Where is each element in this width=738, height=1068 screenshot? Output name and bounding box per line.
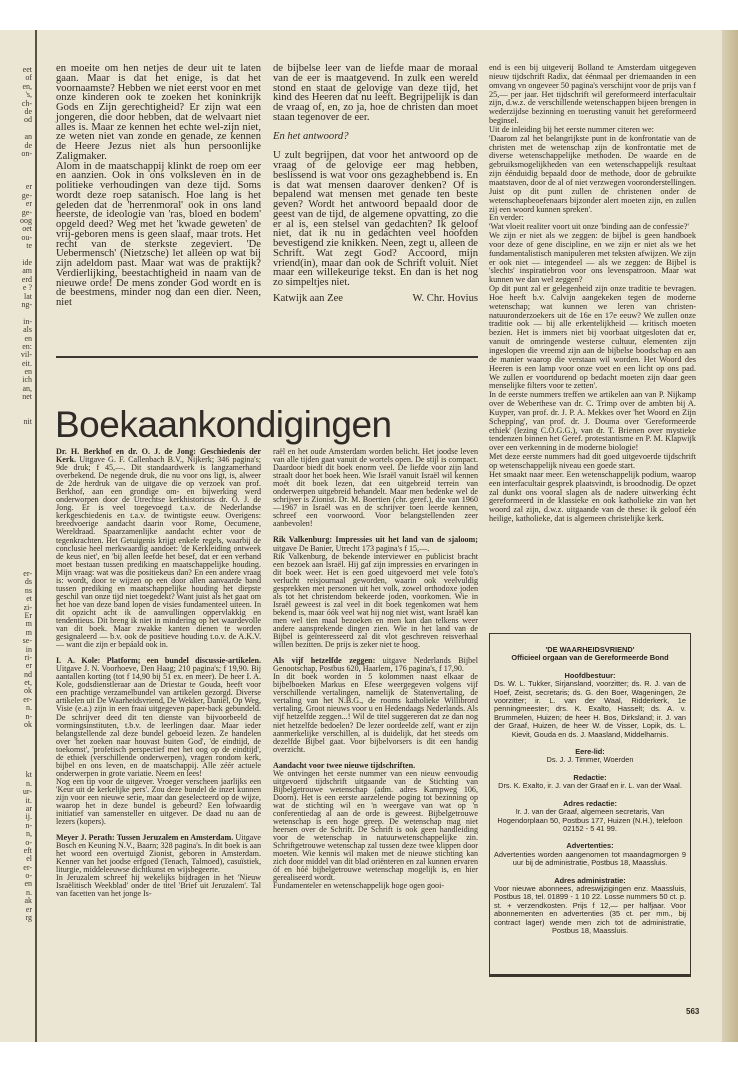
review-text: Uitgave Bosch en Keuning N.V., Baarn; 328 pagina's. In dit boek is aan het woord een overtuigd Zionist, geboren in Amsterdam. Kenner van het joodse erfgoed (Tenach, Talmoed), casuïstiek, liturgie, middeleeuwse dichtkunst en wijsbegeerte. — [56, 833, 261, 875]
review-title: Als vijf hetzelfde zeggen: — [273, 656, 376, 666]
article-subheading: En het antwoord? — [273, 130, 349, 142]
fragment-line — [0, 746, 32, 754]
fragment-line: de — [24, 106, 32, 116]
previous-page-fragments-bottom — [0, 570, 32, 922]
fragment-line: ok — [24, 720, 32, 730]
fragment-line: n- — [25, 820, 32, 830]
fragment-line: er — [25, 661, 32, 671]
fragment-line: et — [26, 594, 32, 604]
page-edge — [722, 30, 738, 1042]
fragment-line: er- — [23, 862, 32, 872]
board-heading: Hoofdbestuur: — [564, 670, 616, 680]
fragment-line: eet — [22, 66, 32, 74]
fragment-line: n- — [25, 711, 32, 721]
fragment-line: o- — [25, 837, 32, 847]
radix-paragraph: In de eerste nummers treffen we artikelen aan van P. Nijkamp over de Weberthese van dr. C. Trimp over de ambten bij A. Kuyper, van prof. dr. J. P. A. Mekkes over 'het Woord en Zijn Schepping', van prof. dr. J. Douma over 'Gereformeerde ethiek' (lezing C.O.G.G.), van dr. T. Brienen over mystieke tendenzen binnen het Geref. protestantisme en P. M. Klapwijk over een verkenning in de moderne biologie! — [489, 390, 696, 453]
fragment-line: er — [25, 199, 32, 209]
fragment-line: am — [22, 266, 32, 276]
reviews-column-2 — [273, 448, 478, 890]
article-column-2 — [273, 64, 478, 304]
article-paragraph: Alom in de maatschappij klinkt de roep om eer en aanzien. Ook in ons volksleven en in de politieke verhoudingen van deze tijd. Soms wordt deze roep satanisch. Hoe lang is het geleden dat de 'herrenmoral' ook in ons land heerste, de ideologie van 'ras, bloed en bodem' opgeld deed? Weg met het 'kwade geweten' de vrij-geboren mens is geen slaaf, maar trots. Het recht van de sterkste zegeviert. 'De Uebermensch' (Nietzsche) let alleen op wat bij zijn adeldom past. Maar wat was de praktijk? Verdierlijking, beestachtigheid in naam van de nieuwe orde! De mens zonder God wordt en is de beestmens, minder nog dan een dier. Neen, niet — [56, 160, 261, 308]
fragment-line: ak — [24, 896, 32, 906]
fragment-line: ok — [24, 686, 32, 696]
fragment-line: n. — [26, 887, 32, 897]
fragment-line: ij. — [25, 812, 32, 822]
review-text: raël en het oude Amsterdam worden belicht. Het joodse leven van alle tijden gaat vanuit de wortels open. De stijl is compact. Daardoor biedt dit boek enorm veel. De liefde voor zijn land straalt door het boek heen. Wie Israël vanuit Israël wil kennen moét dit boek lezen, dat een uitgebreid terrein van onderwerpen uitgebreid behandelt. Maar men bedenke wel de schrijver is Zionist. Dr. M. Boertien (chr. geref.), die van 1960—1967 in Israël was en de schrijver toen leerde kennen, schreef een voorwoord. Voor belangstellenden zeer aanbevolen! — [273, 447, 478, 529]
fragment-line: se- — [22, 636, 32, 646]
fragment-line: ng- — [21, 299, 32, 309]
fragment-line: m — [25, 627, 32, 637]
fragment-line: ar — [25, 803, 32, 813]
fragment-line: e ? — [22, 283, 32, 293]
fragment-line: lat — [24, 291, 32, 301]
fragment-line: nd — [24, 669, 32, 679]
fragment-line: et, — [24, 678, 32, 688]
radix-paragraph: Met deze eerste nummers had dit goed uitgevoerde tijdschrift op wetenschappelijk niveau een goede start. — [489, 452, 696, 470]
reviews-column-1 — [56, 448, 261, 899]
fragment-line: als — [23, 325, 32, 335]
page-number: 563 — [686, 1007, 700, 1016]
previous-page-fragments-top — [0, 66, 32, 427]
review-text: Nog een tip voor de uitgever. Vroeger verscheen jaarlijks een 'Keur uit de kerkelijke pers'. Zou deze bundel de inzet kunnen zijn voor een nieuwe serie, maar dan geselecteerd op de wijze, waarop het in deze bundel is gebeurd? Een lofwaardig initiatief van samensteller en uitgever. De daad nu aan de lezers (kopers). — [56, 776, 261, 827]
fragment-line: en: — [22, 341, 32, 351]
fragment-line: eft — [23, 845, 32, 855]
fragment-line: en — [24, 879, 32, 889]
review-paragraph — [56, 448, 261, 649]
editorial-address: Ir. J. van der Graaf, algemeen secretaris, Van Hogendorplaan 50, Postbus 177, Huizen (N.H.), telefoon 02152 - 5 41 99. — [497, 807, 683, 833]
honorary-member: Ds. J. J. Timmer, Woerden — [546, 755, 634, 765]
review-text: Uitgave J. N. Voorhoeve, Den Haag; 210 pagina's; f 19,90. Bij aantallen korting (tot f 14,90 bij 51 ex. en meer). De heer I. A. Kole, godsdienstleraar aan de Driestar te Gouda, heeft voor een prachtige verzamelbundel van artikelen gezorgd. Diverse artikelen uit De Waarheidsvriend, De Wekker, Daniël, Op Weg, Visie (e.a.) zijn in een fraai uitgegeven paper-back gebundeld. De schrijver deed dit ten dienste van bijvoorbeeld de vormingsinstituten, t.b.v. de leerlingen daar. Maar ieder belangstellende zal deze bundel geboeid lezen. Ze handelen over 'het zoeken naar houvast buiten God', 'de eindtijd, de toekomst', 'profetisch perspectief met het oog op de eindtijd', de ethiek (verschillende onderwerpen), vragen rondom kerk, bijbel en ons leven, en de maatschappij. Alle zéér actuele onderwerpen in grote variatie. Neem en lees! — [56, 664, 261, 778]
radix-paragraph: En verder: — [489, 213, 524, 223]
fragment-line: te — [26, 241, 32, 251]
review-title: I. A. Kole: Platform; een bundel discussie-artikelen. — [56, 656, 261, 666]
radix-paragraph: Op dit punt zal er gelegenheid zijn onze traditie te bevragen. Hoe heeft b.v. Calvijn aangekeken tegen de moderne wetenschap; wat kunnen we leren van christen-natuuronderzoekers uit de 16e en 17e eeuw? We zullen onze traditie ook — bij alle erkentelijkheid — kritisch moeten bezien. Het is immers niet bij voorbaat uitgesloten dat er, vanuit de omringende westerse cultuur, elementen zijn ingeslopen die vreemd zijn aan de bijbelse boodschap en aan de manier waarop die verstaan wil worden. Het Woord des Heeren is een lamp voor onze voet en een licht op ons pad. We zullen er voortdurend op bedacht moeten zijn daar geen menselijke filters voor te zetten'. — [489, 284, 696, 391]
fragment-line: er — [25, 904, 32, 914]
review-title: Meyer J. Perath: Tussen Jeruzalem en Amsterdam. — [56, 833, 234, 843]
fragment-line: of — [25, 73, 32, 83]
board-members: Ds. W. L. Tukker, Sirjansland, voorzitter; ds. R. J. van de Hoef, Zeist, secretaris; ds. G. den Boer, Wageningen, 2e voorzitter; ir. L. van der Waal, Ridderkerk, 1e penningmeester; drs. K. Exalto, Hasselt; ds. A. v. Brummelen, Huizen; de heer H. Bos, Dirksland; ir. J. van der Graaf, Huizen, de heer W. de Visser, Lopik, ds. L. Kievit, Gouda en ds. J. Maasland, Middelharnis. — [494, 679, 686, 739]
review-paragraph — [56, 834, 261, 874]
fragment-line: oet — [22, 224, 32, 234]
fragment-line: en — [24, 367, 32, 377]
fragment-line: en, — [22, 81, 32, 91]
fragment-line: od — [24, 115, 32, 125]
admin-info: Voor nieuwe abonnees, adreswijzigingen enz. Maassluis, Postbus 18, tel. 01899 - 1 10 22. Losse nummers 50 ct. p. st. + verzendkosten. Prijs f 12,— per halfjaar. Voor abonnementen en advertenties (35 ct. per mm., bij contract lager) wende men zich tot de administratie, Postbus 18, Maassluis. — [494, 883, 686, 935]
review-text: We ontvingen het eerste nummer van een nieuw eenvoudig uitgevoerd tijdschrift uitgaande van de Stichting van Bijbelgetrouwe wetenschap (adm. adres Kampweg 106, Doorn). Het is een eerste aarzelende poging tot bezinning op wat de stichting wil en 'n weergave van wat op 'n conferentiedag al aan de orde is geweest. Bijbelgetrouwe wetenschap is een hoge greep. De wetenschap mag niet heersen over de Schrift. De Schrift is ook geen handleiding voor de wetenschap in natuurwetenschappelijke zin. Schriftgetrouwe wetenschap zal tussen deze twee klippen door moeten. Wie kennis wil maken met de nieuwe stichting kan zich door middel van dit blad oriënteren en zal kunnen ervaren óf en hóé bijbelgetrouwe wetenschap mogelijk is, en hier gerealiseerd wordt. — [273, 768, 478, 883]
fragment-line: in — [25, 644, 32, 654]
fragment-line: nit — [23, 417, 32, 427]
fragment-line: rg — [25, 913, 32, 923]
fragment-line: n, — [26, 829, 32, 839]
fragment-line: an — [24, 132, 32, 142]
review-paragraph — [273, 673, 478, 753]
radix-review-column — [489, 64, 696, 524]
review-title: Rik Valkenburg: Impressies uit het land van de sjaloom; — [273, 535, 478, 545]
fragment-line: er- — [23, 570, 32, 578]
fragment-line — [0, 755, 32, 763]
colophon-box — [489, 633, 691, 977]
review-paragraph — [56, 657, 261, 778]
fragment-line: er — [25, 182, 32, 192]
fragment-line: ich — [22, 375, 32, 385]
fragment-line — [0, 158, 32, 166]
fragment-line: zi- — [23, 602, 32, 612]
editors-heading: Redactie: — [573, 772, 607, 782]
fragment-line: in- — [23, 316, 32, 326]
article-paragraph: en moeite om hen netjes de deur uit te laten gaan. Maar is dat het enige, is dat het voornaamste? Hebben we niet eerst voor en met onze kinderen ook te zoeken het koninkrijk Gods en Zijn gerechtigheid? Er zijn wat een jongeren, die door hebben, dat de welvaart niet alles is. Maar ze kennen het echte wel-zijn niet, ze weten niet van zonde en genade, ze kennen de Heere Jezus niet als hun persoonlijke Zaligmaker. — [56, 63, 261, 162]
article-column-1 — [56, 64, 261, 308]
editorial-address-heading: Adres redactie: — [563, 798, 617, 808]
fragment-line: el — [26, 854, 32, 864]
review-paragraph — [273, 657, 478, 673]
admin-heading: Adres administratie: — [554, 875, 626, 885]
fragment-line: n. — [26, 703, 32, 713]
article-paragraph: de bijbelse leer van de liefde maar de moraal van de eer is maatgevend. In zulk een wereld stond en staat de gelovige van deze tijd, het kind des Heeren dat nu leeft. Begrijpelijk is dan de vraag of, en, zo ja, hoe de christen dan moet staan tegenover de eer. — [273, 63, 478, 123]
fragment-line: vil- — [20, 350, 32, 360]
fragment-line: ch- — [21, 98, 32, 108]
review-text: uitgave De Banier, Utrecht 173 pagina's f 15,—. — [273, 543, 430, 553]
fragment-line: ds — [24, 577, 32, 587]
review-text: In dit boek worden in 5 kolommen naast elkaar de bijbelboeken Markus en Efese weergegeven volgens vijf verschillende vertalingen, namelijk de Statenvertaling, de vertaling van het N.B.G., de rooms katholieke Willibrord vertaling. Groot nieuws voor u en Hedendaags Nederlands. Als vijf hetzelfde zeggen...! Wil de titel suggereren dat ze dan nog niet hetzelfde bedoelen? De lezer oordeelde zelf, want er zijn aanmerkelijke verschillen, al is duidelijk, dat het steeds om dezelfde Bijbel gaat. Voor bijbelvorsers is dit een handig overzicht. — [273, 672, 478, 754]
review-paragraph — [273, 448, 478, 528]
review-paragraph — [273, 553, 478, 650]
fragment-line: oog — [20, 216, 32, 226]
review-text: Uitgave G. F. Callenbach B.V., Nijkerk; 346 pagina's; 9de druk; f 45,—. Dit standaardwerk is langzamerhand overbekend. De negende druk, die nu voor ons ligt, is, alweer de 2de herdruk van de uitgave die op verzoek van prof. Berkhof, aan een grondige om- en bijwerking werd onderworpen door de Utrechtse kerkhistoricus dr. O. J. de Jong. Er is veel toegevoegd t.a.v. de Nederlandse kerkgeschiedenis en t.a.v. de twintigste eeuw. Overigens: breedvoerige aandacht daarin voor Rome, Oecumene, Wereldraad. Spaarzamenlijke aandacht echter voor de tegenkrachten. Het Getuigenis krijgt enkele regels, waarbij de conclusie heel merkwaardig aandoet: 'de Kerkleiding ontweek de keus niet', en 'bij allen leefde het besef, dat er een verband moet bestaan tussen prediking en maatschappelijke houding. Mijn vraag: wat was die positiekeus dan? En een andere vraag is: wordt, door te wijzen op een door allen aanvaarde band tussen prediking en maatschappelijke houding het diepste geschil van onze tijd niet toegedekt? Want juist als het gaat om het hoe van deze band lopen de visies fundamenteel uiteen. In dit opzicht acht ik de aanvullingen oppervlakkig en tendentieus. Dit breng ik niet in mindering op het waardevolle van dit boek. Maar zwakke kanten dienen te worden gesignaleerd — b.v. ook de positieve houding t.o.v. de A.K.V. — want die zijn er bepáald ook in. — [56, 455, 261, 650]
section-title: Boekaankondigingen — [55, 404, 392, 445]
colophon-title: 'DE WAARHEIDSVRIEND' — [545, 645, 635, 654]
review-paragraph — [56, 778, 261, 826]
fragment-line: er- — [23, 694, 32, 704]
radix-paragraph: Uit de inleiding bij het eerste nummer citeren we: — [489, 124, 654, 134]
fragment-line: ou- — [21, 232, 32, 242]
fragment-line: an, — [22, 383, 32, 393]
review-paragraph — [273, 770, 478, 883]
fragment-line: m — [25, 619, 32, 629]
radix-paragraph: We zijn er niet als we zeggen: de bijbel is geen handboek voor deze of gene discipline, en we zijn er niet als we het fundamentalistisch manipuleren met teksten afwijzen. We zijn er ook niet — integendeel — als we zeggen: de Bijbel is 'slechts' inspiratiebron voor ons levenspatroon. Maar wat kunnen we dan wel zeggen? — [489, 231, 696, 285]
review-text: Rik Valkenburg, de bekende interviewer en publicist bracht een bezoek aan Israël. Hij gaf zijn impressies en ervaringen in dit boek weer. Het is een goed uitgevoerd met vele foto's verlucht reisjournaal geworden, waarin ook veelvuldig gesprekken met personen uit het volk, zowel orthodoxe joden als tot het christendom bekeerde joden, voorkomen. Wie in Israël geweest is zal veel in dit boek tegenkomen wat hem bekend is, maar óók veel wat hij nog niet wist, want Israël kan men wel tien maal bezoeken en men kan dan telkens weer andere aansprekende dingen zien. Wie in het land van de Bijbel is geïnteresseerd zal dit vlot geschreven reisverhaal willen bezitten. De prijs is zeker niet te hoog. — [273, 551, 478, 650]
fragment-line — [0, 402, 32, 410]
article-paragraph: U zult begrijpen, dat voor het antwoord op de vraag of de gelovige eer mag hebben, beslissend is wat voor ons gezaghebbend is. En is dat wat mensen daarover denken? Of is bepalend wat mensen met genade ten beste geven? Wordt het antwoord bepaald door de geest van de tijd, de algemene opvatting, zo die er al is, een stelsel van gedachten? Ik geloof niet, dat ik nu in gedachten veel hoofden bevestigend zie knikken. Neen, zegt u, alleen de Schrift. Wat zegt God? Accoord, mijn vriend(in), maar dan ook de Schrift voluit. Niet maar een willekeurige tekst. En dan is het nog zo simpeltjes niet. — [273, 150, 478, 288]
fragment-line: on- — [21, 148, 32, 158]
fragment-line: kt — [25, 770, 32, 780]
fragment-line: o- — [25, 871, 32, 881]
article-end-rule — [56, 356, 478, 358]
review-paragraph — [273, 536, 478, 552]
review-text: In Jeruzalem schreef hij wekelijks bijdragen in het 'Nieuw Israëlitisch Weekblad' onder de titel 'Brief uit Jeruzalem'. Tal van facetten van het jonge Is- — [56, 873, 261, 899]
gutter-rule — [35, 30, 37, 1042]
fragment-line: net — [22, 392, 32, 402]
honorary-heading: Eere-lid: — [575, 747, 605, 757]
fragment-line: 's, — [25, 90, 32, 100]
ads-info: Advertenties worden aangenomen tot maandagmorgen 9 uur bij de administratie, Postbus 18, Maassluis. — [494, 849, 686, 868]
review-text: Fundamenteler en wetenschappelijk hoge ogen gooi- — [273, 881, 445, 891]
fragment-line: en — [24, 333, 32, 343]
fragment-line: de — [24, 140, 32, 150]
review-paragraph — [56, 874, 261, 898]
fragment-line: it. — [25, 795, 32, 805]
radix-paragraph: 'Daarom zal het belangrijkste punt in de konfrontatie van de christen met de wetenschap zijn de konfrontatie met de diverse wetenschappelijke methoden. De waarde en de gebruiksmogelijkheden van een wetenschappelijk resultaat zijn éénduidig bepaald door de methode, door de gebruikte maatstaven, door de al of niet verzwegen vooronderstellingen. Juist op dit punt zullen de christenen onder de wetenschapbeoefenaars bijzonder alert moeten zijn, en zullen zij een woord kunnen spreken'. — [489, 133, 696, 214]
fragment-line: Er — [24, 610, 32, 620]
fragment-line — [0, 729, 32, 737]
fragment-line: eit. — [22, 358, 32, 368]
fragment-line: ur- — [22, 787, 32, 797]
fragment-line: ge- — [21, 190, 32, 200]
ads-heading: Advertenties: — [566, 841, 614, 851]
review-text: uitgave Nederlands Bijbel Genootschap, Postbus 620, Haarlem, 176 pagina's, f 17,90. — [273, 656, 478, 674]
signature-place: Katwijk aan Zee — [273, 292, 344, 304]
fragment-line — [0, 738, 32, 746]
fragment-line — [0, 167, 32, 175]
fragment-line: ide — [22, 257, 32, 267]
colophon-subtitle: Officieel orgaan van de Gereformeerde Bond — [511, 653, 669, 663]
radix-paragraph: 'Wat vloeit realiter voort uit onze 'binding aan de confessie?' — [489, 222, 689, 232]
fragment-line: erd — [21, 274, 32, 284]
review-title: Dr. H. Berkhof en dr. O. J. de Jong: Geschiedenis der Kerk. — [56, 447, 261, 465]
fragment-line: ri- — [24, 652, 32, 662]
radix-paragraph: end is een bij uitgeverij Bolland te Amsterdam uitgegeven nieuw tijdschrift Radix, dat éénmaal per driemaanden in een omvang vn ongeveer 50 pagina's verschijnt voor de prijs van f 25,— per jaar. Het tijdschrift wil gereformeerd interfacultair zijn, d.w.z. de verschillende wetenschappen bijeen brengen in wederzijdse bezinning en toerusting vanuit het gereformeerd beginsel. — [489, 63, 696, 126]
fragment-line: ge- — [21, 207, 32, 217]
radix-paragraph: Het smaakt naar meer. Een wetenschappelijk podium, waarop een interfacultair gesprek plaatsvindt, is broodnodig. De opzet zal dunkt ons vooral slagen als de nadere uitwerking écht gereformeerd in de klassieke en ook katholieke zin van het woord zal zijn, d.w.z. uitgaande van de these: ik geloof één heilige, katholieke, dat is algemeen christelijke kerk. — [489, 469, 696, 524]
signature-author: W. Chr. Hovius — [412, 292, 478, 304]
fragment-line: ns — [24, 585, 32, 595]
fragment-line: n. — [26, 778, 32, 788]
review-paragraph — [273, 882, 478, 890]
article-signature — [273, 294, 478, 304]
editors: Drs. K. Exalto, ir. J. van der Graaf en ir. L. van der Waal. — [498, 781, 682, 791]
review-title: Aandacht voor twee nieuwe tijdschriften. — [273, 760, 416, 770]
